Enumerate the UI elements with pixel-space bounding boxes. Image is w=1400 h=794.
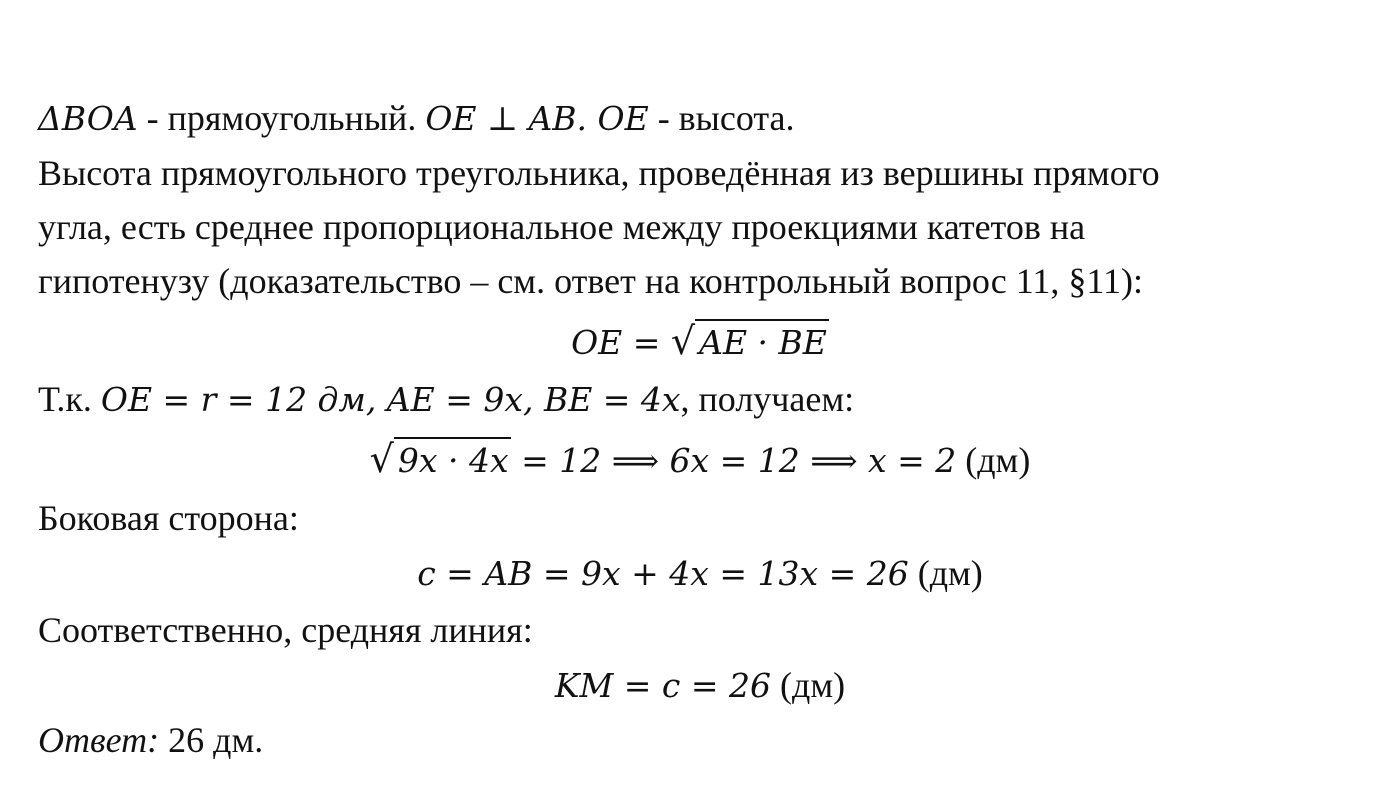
radicand-9x-4x: 9x · 4x [394,437,511,480]
formula-km-c: KM = c = 26 [554,666,772,705]
sqrt-ae-be [670,319,829,363]
math-oe-perp-ab: OE ⊥ AB. OE [425,99,649,138]
sqrt-9x-4x [369,437,511,481]
text-we-get: , получаем: [680,379,855,419]
math-given-values: OE = r = 12 дм, AE = 9x, BE = 4x [100,380,681,419]
radicand-ae-be: AE · BE [695,319,829,362]
text-line-3: угла, есть среднее пропорциональное между проекциями катетов на [38,207,1086,247]
text-line-4: гипотенузу (доказательство – см. ответ на контрольный вопрос 11, §11): [38,261,1144,301]
unit-dm: (дм) [956,440,1031,480]
formula-side-c [0,555,1400,591]
formula-km [0,667,1400,703]
formula-c-ab: c = AB = 9x + 4x = 13x = 26 [417,554,909,593]
text-since: Т.к. [38,379,101,419]
radical-icon: √ [670,319,696,363]
answer-line [38,722,263,758]
radical-icon: √ [369,437,394,481]
formula-oe-lhs: OE = [571,323,671,362]
text-line-2: Высота прямоугольного треугольника, проведённая из вершины прямого [38,153,1160,193]
formula-solve-rest: = 12 ⟹ 6x = 12 ⟹ x = 2 [510,441,957,480]
formula-solve-x [0,437,1400,481]
unit-dm: (дм) [771,665,846,705]
formula-oe-sqrt [0,319,1400,363]
math-triangle-boa: ΔBOA [38,99,138,138]
unit-dm: (дм) [908,553,983,593]
answer-value: 26 дм. [159,720,264,760]
text-height: - высота. [648,98,795,138]
text-midline: Соответственно, средняя линия: [38,610,533,650]
answer-label: Ответ: [38,720,160,760]
text-side: Боковая сторона: [38,498,299,538]
line-given [38,381,854,417]
text-right-angled: - прямоугольный. [137,98,426,138]
line-triangle-right [38,100,795,136]
